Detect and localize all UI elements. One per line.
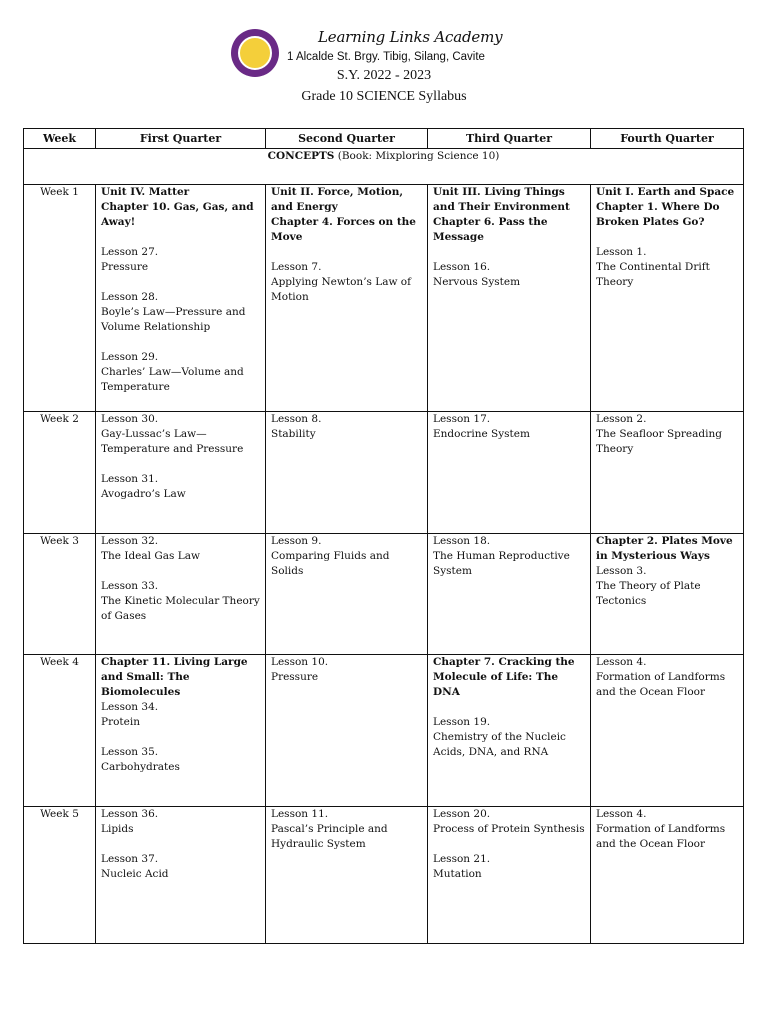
column-header-week: Week: [24, 129, 96, 149]
week-label: Week 2: [24, 412, 96, 534]
lesson-number: Lesson 27.: [101, 246, 159, 258]
week1-fourth-quarter-cell: [591, 185, 744, 412]
week4-fourth-quarter-cell: [591, 655, 744, 807]
chapter-title: Chapter 7. Cracking the Molecule of Life: The DNA: [433, 656, 575, 698]
unit-title: Unit II. Force, Motion, and Energy: [271, 186, 403, 213]
lesson-title: Stability: [271, 428, 316, 440]
chapter-title: Chapter 4. Forces on the Move: [271, 216, 416, 243]
lesson-title: Applying Newton’s Law of Motion: [271, 276, 412, 303]
column-header-fourth-quarter: Fourth Quarter: [591, 129, 744, 149]
table-row: [24, 185, 744, 412]
week3-third-quarter-cell: [428, 534, 591, 655]
lesson-number: Lesson 29.: [101, 351, 159, 363]
lesson-number: Lesson 36.: [101, 808, 159, 820]
lesson-title: Nervous System: [433, 276, 521, 288]
lesson-number: Lesson 11.: [271, 808, 329, 820]
week3-second-quarter-cell: [266, 534, 428, 655]
unit-title: Unit I. Earth and Space: [596, 186, 735, 198]
lesson-number: Lesson 30.: [101, 413, 159, 425]
lesson-title: The Continental Drift Theory: [596, 261, 710, 288]
week1-second-quarter-cell: [266, 185, 428, 412]
week5-first-quarter-cell: [96, 807, 266, 944]
lesson-number: Lesson 3.: [596, 565, 647, 577]
school-year: S.Y. 2022 - 2023: [336, 68, 432, 83]
table-row: [24, 412, 744, 534]
lesson-number: Lesson 19.: [433, 716, 491, 728]
lesson-title: The Ideal Gas Law: [101, 550, 200, 562]
logo-emblem: [238, 36, 272, 70]
unit-title: Unit III. Living Things and Their Environment: [433, 186, 570, 213]
lesson-title: Lipids: [101, 823, 134, 835]
lesson-title: Protein: [101, 716, 140, 728]
lesson-number: Lesson 21.: [433, 853, 491, 865]
lesson-title: Pascal’s Principle and Hydraulic System: [271, 823, 388, 850]
lesson-title: Pressure: [101, 261, 149, 273]
chapter-title: Chapter 10. Gas, Gas, and Away!: [101, 201, 254, 228]
concepts-cell: [24, 149, 744, 185]
table-row: [24, 534, 744, 655]
table-header-row: [24, 129, 744, 149]
chapter-title: Chapter 6. Pass the Message: [433, 216, 548, 243]
lesson-number: Lesson 31.: [101, 473, 159, 485]
week2-third-quarter-cell: [428, 412, 591, 534]
unit-title: Unit IV. Matter: [101, 186, 190, 198]
week5-third-quarter-cell: [428, 807, 591, 944]
week4-first-quarter-cell: [96, 655, 266, 807]
lesson-title: Mutation: [433, 868, 482, 880]
chapter-title: Chapter 1. Where Do Broken Plates Go?: [596, 201, 720, 228]
lesson-title: Nucleic Acid: [101, 868, 169, 880]
lesson-title: The Kinetic Molecular Theory of Gases: [101, 595, 260, 622]
lesson-number: Lesson 17.: [433, 413, 491, 425]
week-label: Week 1: [24, 185, 96, 412]
lesson-title: Comparing Fluids and Solids: [271, 550, 390, 577]
concepts-row: [24, 149, 744, 185]
concepts-label: CONCEPTS: [267, 150, 335, 162]
lesson-number: Lesson 37.: [101, 853, 159, 865]
week3-fourth-quarter-cell: [591, 534, 744, 655]
lesson-title: Gay-Lussac’s Law—Temperature and Pressure: [101, 428, 244, 455]
lesson-number: Lesson 34.: [101, 701, 159, 713]
lesson-number: Lesson 7.: [271, 261, 322, 273]
lesson-title: The Human Reproductive System: [433, 550, 570, 577]
document-title: Grade 10 SCIENCE Syllabus: [301, 89, 467, 104]
chapter-title: Chapter 2. Plates Move in Mysterious Ways: [596, 535, 733, 562]
lesson-title: Avogadro’s Law: [101, 488, 186, 500]
lesson-title: Carbohydrates: [101, 761, 180, 773]
lesson-number: Lesson 1.: [596, 246, 647, 258]
lesson-number: Lesson 8.: [271, 413, 322, 425]
chapter-title: Chapter 11. Living Large and Small: The Biomolecules: [101, 656, 248, 698]
column-header-first-quarter: First Quarter: [96, 129, 266, 149]
week2-first-quarter-cell: [96, 412, 266, 534]
lesson-number: Lesson 9.: [271, 535, 322, 547]
school-name: Learning Links Academy: [318, 28, 503, 46]
week-label: Week 5: [24, 807, 96, 944]
week-label: Week 4: [24, 655, 96, 807]
lesson-number: Lesson 20.: [433, 808, 491, 820]
column-header-second-quarter: Second Quarter: [266, 129, 428, 149]
concepts-book: (Book: Mixploring Science 10): [337, 150, 500, 162]
lesson-title: Charles’ Law—Volume and Temperature: [101, 366, 244, 393]
lesson-title: Formation of Landforms and the Ocean Floor: [596, 823, 726, 850]
lesson-title: Pressure: [271, 671, 319, 683]
syllabus-table: [23, 128, 744, 944]
lesson-title: Chemistry of the Nucleic Acids, DNA, and RNA: [433, 731, 566, 758]
lesson-title: Boyle’s Law—Pressure and Volume Relationship: [101, 306, 246, 333]
column-header-third-quarter: Third Quarter: [428, 129, 591, 149]
lesson-title: Endocrine System: [433, 428, 530, 440]
week3-first-quarter-cell: [96, 534, 266, 655]
lesson-title: Formation of Landforms and the Ocean Floor: [596, 671, 726, 698]
lesson-title: Process of Protein Synthesis: [433, 823, 585, 835]
lesson-number: Lesson 35.: [101, 746, 159, 758]
week2-fourth-quarter-cell: [591, 412, 744, 534]
week2-second-quarter-cell: [266, 412, 428, 534]
week1-first-quarter-cell: [96, 185, 266, 412]
lesson-number: Lesson 10.: [271, 656, 329, 668]
week4-second-quarter-cell: [266, 655, 428, 807]
lesson-title: The Seafloor Spreading Theory: [596, 428, 722, 455]
lesson-number: Lesson 4.: [596, 808, 647, 820]
lesson-number: Lesson 32.: [101, 535, 159, 547]
lesson-title: The Theory of Plate Tectonics: [596, 580, 701, 607]
lesson-number: Lesson 28.: [101, 291, 159, 303]
school-address: 1 Alcalde St. Brgy. Tibig, Silang, Cavite: [287, 51, 485, 63]
week4-third-quarter-cell: [428, 655, 591, 807]
lesson-number: Lesson 2.: [596, 413, 647, 425]
week5-second-quarter-cell: [266, 807, 428, 944]
week1-third-quarter-cell: [428, 185, 591, 412]
table-row: [24, 655, 744, 807]
table-row: [24, 807, 744, 944]
lesson-number: Lesson 33.: [101, 580, 159, 592]
lesson-number: Lesson 4.: [596, 656, 647, 668]
lesson-number: Lesson 18.: [433, 535, 491, 547]
lesson-number: Lesson 16.: [433, 261, 491, 273]
week-label: Week 3: [24, 534, 96, 655]
week5-fourth-quarter-cell: [591, 807, 744, 944]
